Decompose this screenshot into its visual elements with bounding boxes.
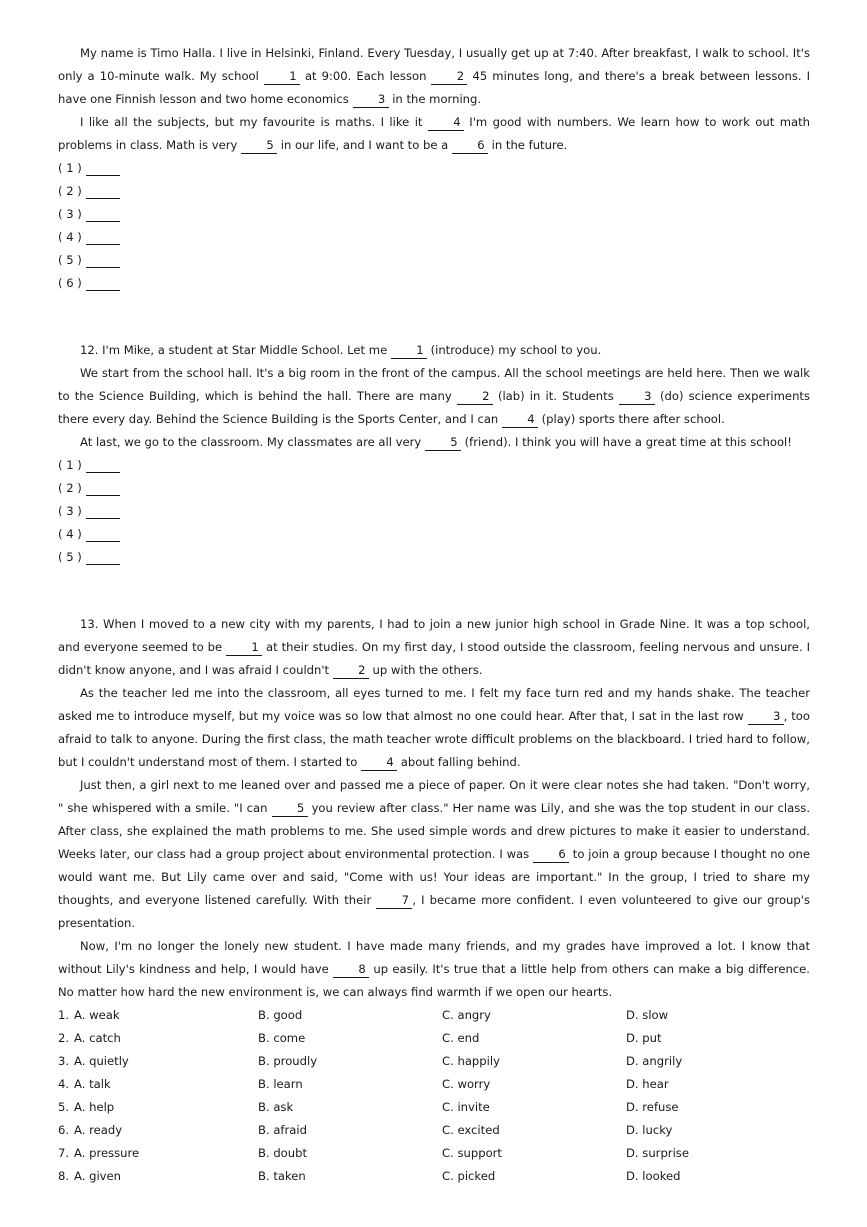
answer-row <box>58 523 810 546</box>
option-a: A. ready <box>74 1123 123 1137</box>
question-number: 2. <box>58 1031 70 1045</box>
option-b: B. afraid <box>258 1123 307 1137</box>
answer-blank[interactable]: 1 <box>226 640 262 656</box>
question-number: 1. <box>58 1008 70 1022</box>
answer-blank[interactable]: 6 <box>452 138 488 154</box>
answer-line[interactable] <box>86 207 120 222</box>
answer-blank[interactable]: 4 <box>361 755 397 771</box>
answer-number: ( 4 ) <box>58 230 82 244</box>
option-a: A. given <box>74 1169 122 1183</box>
answer-list <box>58 157 810 295</box>
passage-3-paragraph: As the teacher led me into the classroom, all eyes turned to me. I felt my face turn red and my hands shake. The teacher asked me to introduce myself, but my voice was so low that almost no one could hear. After that, I sat in the last row 3 , too afraid to talk to anyone. During the first class, the math teacher wrote difficult problems on the blackboard. I tried hard to follow, but I couldn't understand most of them. I started to 4 about falling behind. <box>58 686 810 769</box>
answer-blank[interactable]: 1 <box>264 69 300 85</box>
answer-blank[interactable]: 2 <box>457 389 493 405</box>
option-a: A. quietly <box>74 1054 129 1068</box>
answer-number: ( 1 ) <box>58 161 82 175</box>
option-a: A. catch <box>74 1031 121 1045</box>
answer-number: ( 2 ) <box>58 184 82 198</box>
option-c: C. worry <box>442 1077 491 1091</box>
answer-blank[interactable]: 2 <box>333 663 369 679</box>
question-number: 5. <box>58 1100 70 1114</box>
answer-line[interactable] <box>86 276 120 291</box>
question-number: 7. <box>58 1146 70 1160</box>
answer-line[interactable] <box>86 481 120 496</box>
answer-row <box>58 180 810 203</box>
passage-3-paragraph: 13. When I moved to a new city with my parents, I had to join a new junior high school in Grade Nine. It was a top school, and everyone seemed to be 1 at their studies. On my first day, I stood outside the classroom, feeling nervous and unsure. I didn't know anyone, and I was afraid I couldn't 2 up with the others. <box>58 617 810 677</box>
options-table <box>58 1004 810 1188</box>
option-b: B. proudly <box>258 1054 318 1068</box>
option-d: D. angrily <box>626 1054 683 1068</box>
option-b: B. doubt <box>258 1146 308 1160</box>
answer-blank[interactable]: 3 <box>353 92 389 108</box>
answer-blank[interactable]: 4 <box>502 412 538 428</box>
option-a: A. pressure <box>74 1146 140 1160</box>
option-c: C. support <box>442 1146 502 1160</box>
option-d: D. hear <box>626 1077 669 1091</box>
answer-line[interactable] <box>86 184 120 199</box>
answer-row <box>58 157 810 180</box>
answer-blank[interactable]: 4 <box>428 115 464 131</box>
answer-line[interactable] <box>86 458 120 473</box>
answer-line[interactable] <box>86 550 120 565</box>
answer-row <box>58 546 810 569</box>
passage-2-paragraph: 12. I'm Mike, a student at Star Middle School. Let me 1 (introduce) my school to you. <box>80 343 602 357</box>
answer-blank[interactable]: 6 <box>533 847 569 863</box>
passage-2 <box>58 339 810 569</box>
answer-number: ( 5 ) <box>58 253 82 267</box>
answer-row <box>58 226 810 249</box>
option-row <box>58 1027 810 1050</box>
option-a: A. help <box>74 1100 115 1114</box>
answer-line[interactable] <box>86 504 120 519</box>
answer-blank[interactable]: 5 <box>272 801 308 817</box>
passage-3 <box>58 613 810 1188</box>
option-row <box>58 1004 810 1027</box>
option-d: D. refuse <box>626 1100 679 1114</box>
answer-blank[interactable]: 8 <box>333 962 369 978</box>
answer-row <box>58 249 810 272</box>
answer-blank[interactable]: 5 <box>425 435 461 451</box>
answer-number: ( 1 ) <box>58 458 82 472</box>
answer-blank[interactable]: 3 <box>748 709 784 725</box>
passage-2-paragraph: At last, we go to the classroom. My classmates are all very 5 (friend). I think you will have a great time at this school! <box>80 435 792 449</box>
answer-row <box>58 500 810 523</box>
option-b: B. learn <box>258 1077 303 1091</box>
worksheet-page <box>58 42 810 1188</box>
option-d: D. put <box>626 1031 662 1045</box>
option-row <box>58 1050 810 1073</box>
option-c: C. invite <box>442 1100 490 1114</box>
passage-1-paragraph: I like all the subjects, but my favourite is maths. I like it 4 I'm good with numbers. We learn how to work out math problems in class. Math is very 5 in our life, and I want to be a 6 in the future. <box>58 115 810 152</box>
option-row <box>58 1096 810 1119</box>
question-number: 4. <box>58 1077 70 1091</box>
answer-line[interactable] <box>86 527 120 542</box>
option-row <box>58 1142 810 1165</box>
option-c: C. excited <box>442 1123 500 1137</box>
passage-2-paragraph: We start from the school hall. It's a big room in the front of the campus. All the school meetings are held here. Then we walk to the Science Building, which is behind the hall. There are many 2 (lab) in it. Students 3 (do) science experiments there every day. Behind the Science Building is the Sports Center, and I can 4 (play) sports there after school. <box>58 366 811 426</box>
option-row <box>58 1073 810 1096</box>
option-d: D. slow <box>626 1008 669 1022</box>
answer-list <box>58 454 810 569</box>
option-row <box>58 1165 810 1188</box>
option-b: B. come <box>258 1031 306 1045</box>
question-number: 6. <box>58 1123 70 1137</box>
answer-number: ( 5 ) <box>58 550 82 564</box>
answer-blank[interactable]: 7 <box>376 893 412 909</box>
answer-row <box>58 203 810 226</box>
option-b: B. good <box>258 1008 303 1022</box>
answer-row <box>58 477 810 500</box>
answer-row <box>58 454 810 477</box>
passage-1 <box>58 42 810 295</box>
option-row <box>58 1119 810 1142</box>
option-d: D. lucky <box>626 1123 673 1137</box>
answer-blank[interactable]: 1 <box>391 343 427 359</box>
answer-number: ( 6 ) <box>58 276 82 290</box>
option-d: D. looked <box>626 1169 681 1183</box>
answer-number: ( 2 ) <box>58 481 82 495</box>
answer-blank[interactable]: 5 <box>241 138 277 154</box>
passage-3-paragraph: Now, I'm no longer the lonely new student. I have made many friends, and my grades have improved a lot. I know that without Lily's kindness and help, I would have 8 up easily. It's true that a little help from others can make a big difference. No matter how hard the new environment is, we can always find warmth if we open our hearts. <box>58 939 810 999</box>
answer-line[interactable] <box>86 253 120 268</box>
option-d: D. surprise <box>626 1146 689 1160</box>
option-c: C. happily <box>442 1054 500 1068</box>
option-c: C. end <box>442 1031 480 1045</box>
answer-line[interactable] <box>86 230 120 245</box>
option-c: C. picked <box>442 1169 496 1183</box>
option-b: B. taken <box>258 1169 306 1183</box>
answer-row <box>58 272 810 295</box>
question-number: 3. <box>58 1054 70 1068</box>
answer-blank[interactable]: 3 <box>619 389 655 405</box>
option-a: A. weak <box>74 1008 120 1022</box>
option-a: A. talk <box>74 1077 111 1091</box>
option-c: C. angry <box>442 1008 491 1022</box>
answer-number: ( 3 ) <box>58 207 82 221</box>
answer-number: ( 4 ) <box>58 527 82 541</box>
passage-1-paragraph: My name is Timo Halla. I live in Helsinki, Finland. Every Tuesday, I usually get up at 7:40. After breakfast, I walk to school. It's only a 10-minute walk. My school 1 at 9:00. Each lesson 2 45 minutes long, and there's a break between lessons. I have one Finnish lesson and two home economics 3 in the morning. <box>58 46 811 106</box>
answer-line[interactable] <box>86 161 120 176</box>
passage-3-paragraph: Just then, a girl next to me leaned over and passed me a piece of paper. On it were clear notes she had taken. "Don't worry, " she whispered with a smile. "I can 5 you review after class." Her name was Lily, and she was the top student in our class. After class, she explained the math problems to me. She used simple words and drew pictures to make it easier to understand. Weeks later, our class had a group project about environmental protection. I was 6 to join a group because I thought no one would want me. But Lily came over and said, "Come with us! Your ideas are important." In the group, I tried to share my thoughts, and everyone listened carefully. With their 7 , I became more confident. I even volunteered to give our group's presentation. <box>58 778 811 930</box>
option-b: B. ask <box>258 1100 294 1114</box>
answer-number: ( 3 ) <box>58 504 82 518</box>
answer-blank[interactable]: 2 <box>431 69 467 85</box>
question-number: 8. <box>58 1169 70 1183</box>
